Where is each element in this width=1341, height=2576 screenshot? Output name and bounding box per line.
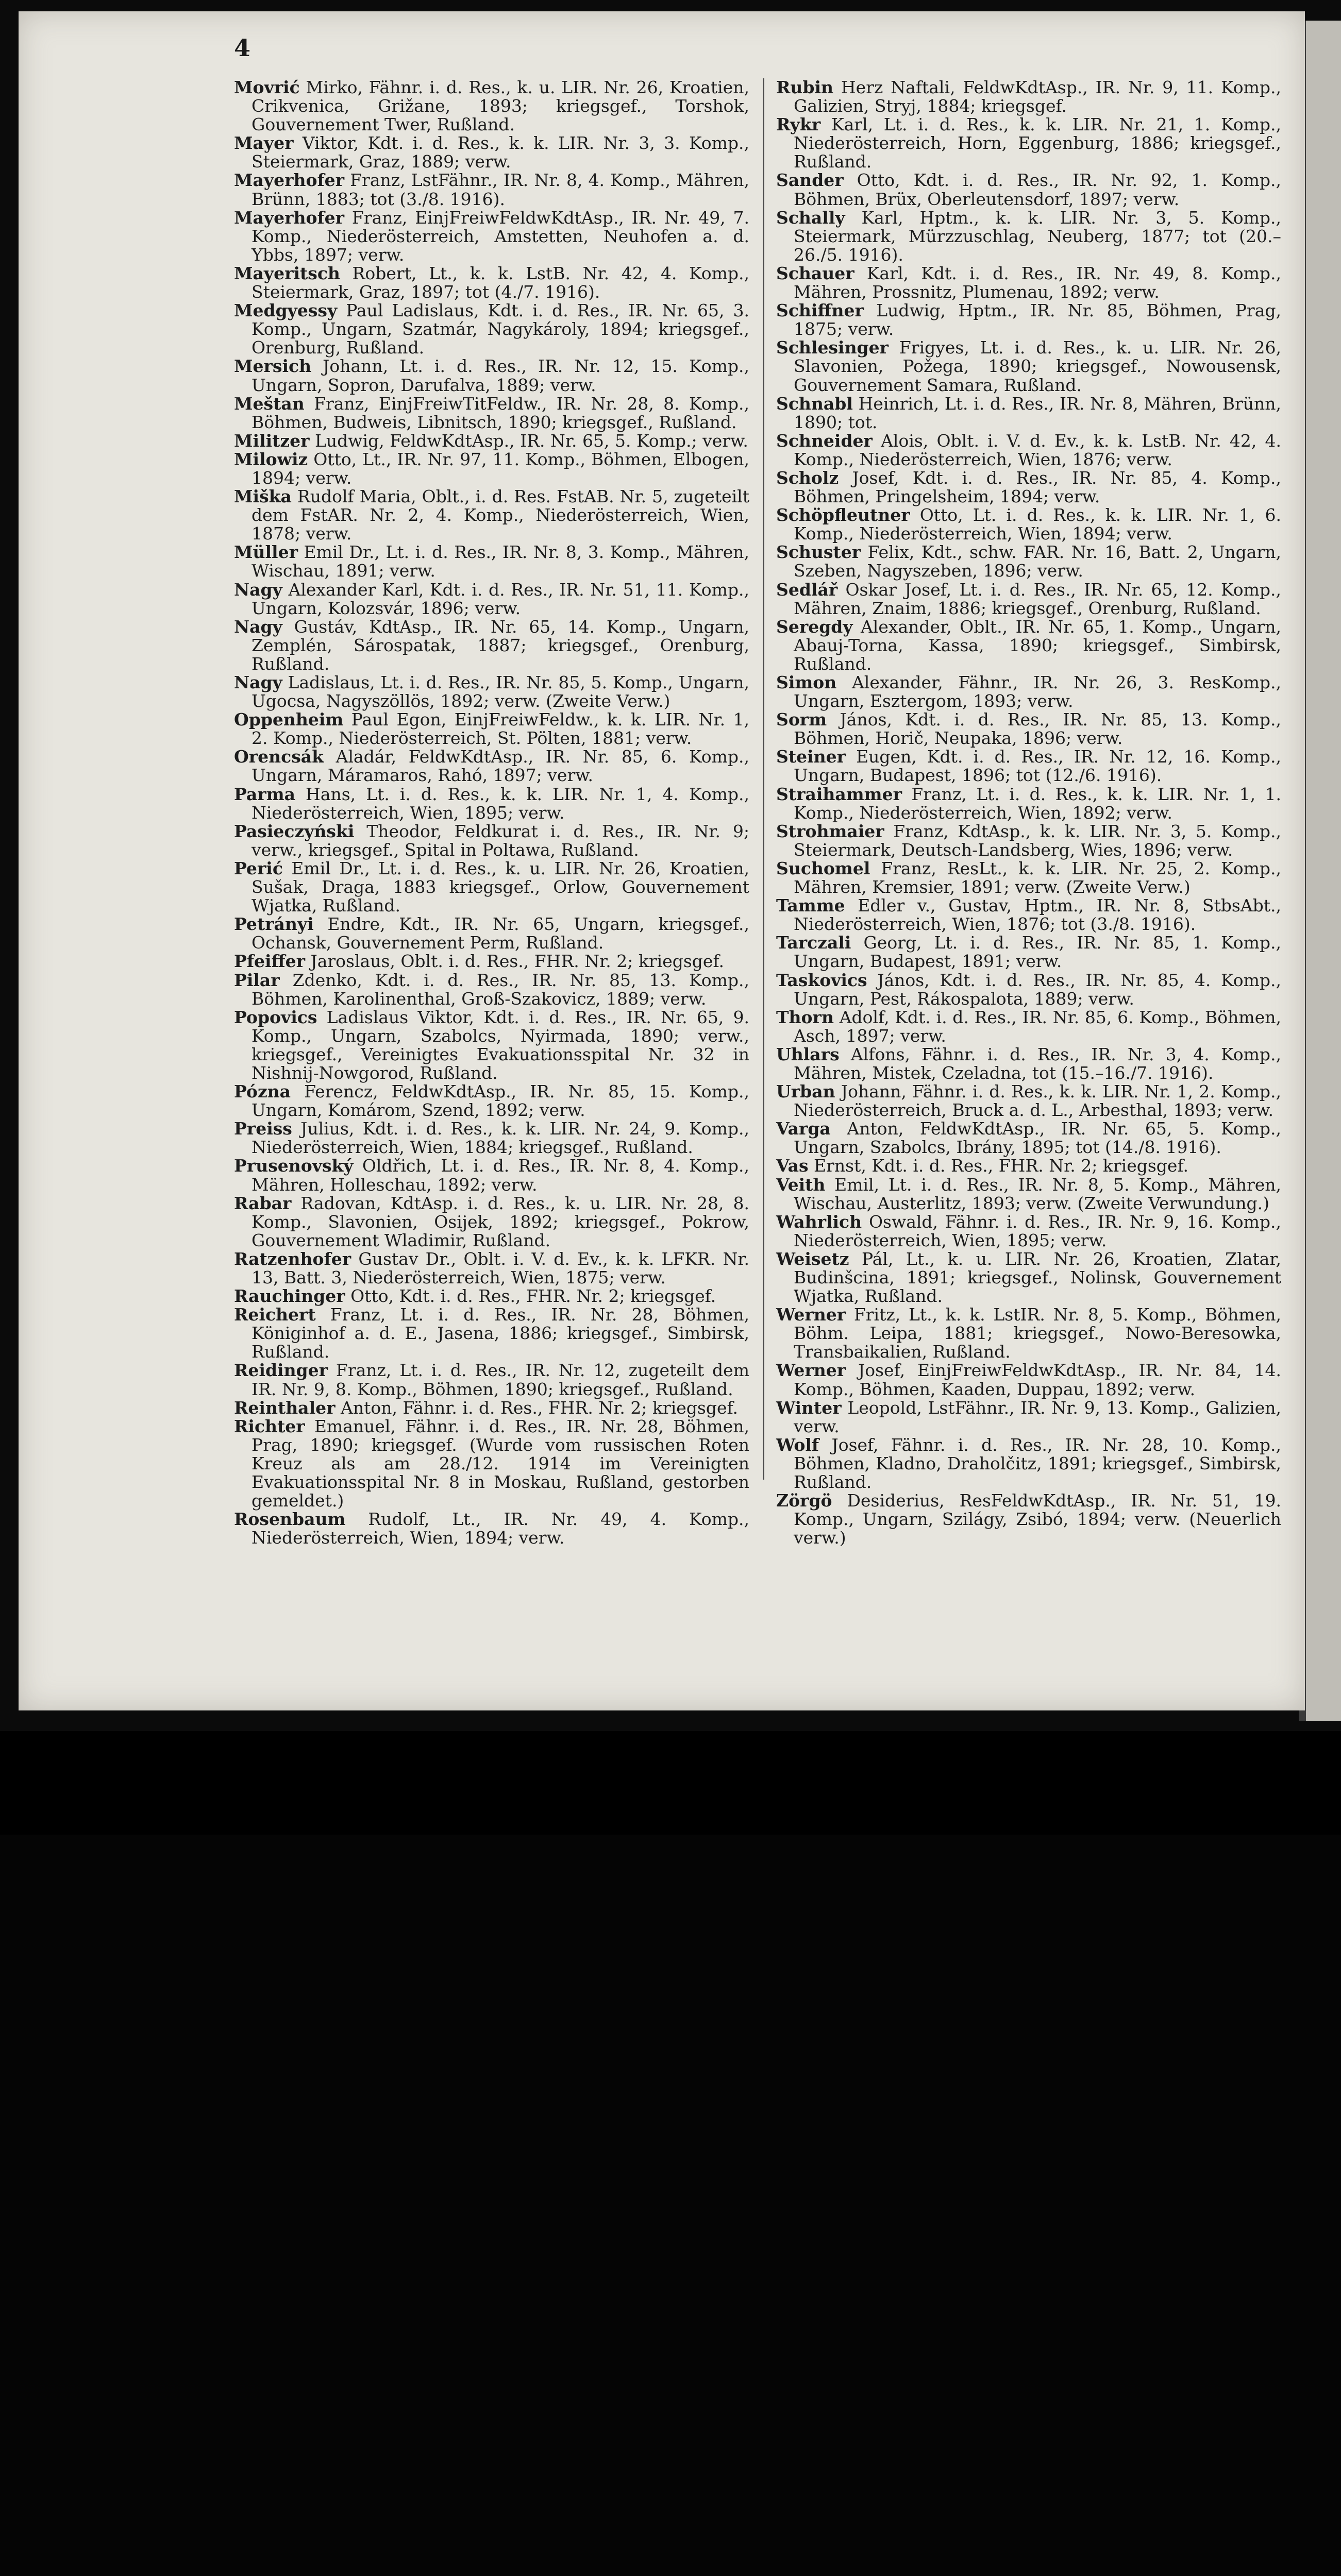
entry-details: Herz Naftali, FeldwKdtAsp., IR. Nr. 9, 11. Komp., Galizien, Stryj, 1884; kriegsgef. (794, 77, 1281, 116)
entry-details: Karl, Hptm., k. k. LIR. Nr. 3, 5. Komp., Steiermark, Mürzzuschlag, Neuberg, 1877; tot (20.–26./5. 1916). (794, 207, 1281, 265)
entry-surname: Urban (776, 1081, 835, 1102)
entry-details: Leopold, LstFähnr., IR. Nr. 9, 13. Komp., Galizien, verw. (794, 1397, 1281, 1436)
entry-surname: Prusenovský (234, 1156, 354, 1176)
entry-surname: Schlesinger (776, 337, 889, 358)
entry-surname: Sedlář (776, 579, 838, 600)
entry-surname: Wolf (776, 1434, 819, 1455)
roster-entry (776, 1120, 1281, 1157)
roster-entry (234, 971, 749, 1008)
column-divider (763, 78, 764, 1480)
entry-surname: Seregdy (776, 616, 853, 637)
roster-entry (234, 209, 749, 264)
roster-entry (234, 450, 749, 487)
entry-details: Emanuel, Fähnr. i. d. Res., IR. Nr. 28, Böhmen, Prag, 1890; kriegsgef. (Wurde vom russischen Roten Kreuz als am 28./12. 1914 im Vereinigten Evakuationsspital Nr. 8 in Moskau, Rußland, gestorben gemeldet.) (252, 1416, 749, 1511)
roster-entry (234, 301, 749, 357)
entry-details: Otto, Kdt. i. d. Res., FHR. Nr. 2; kriegsgef. (345, 1286, 716, 1307)
entry-surname: Schiffner (776, 300, 864, 321)
roster-entry (234, 859, 749, 915)
entry-surname: Vas (776, 1156, 809, 1176)
entry-details: Eugen, Kdt. i. d. Res., IR. Nr. 12, 16. Komp., Ungarn, Budapest, 1896; tot (12./6. 1916). (794, 747, 1281, 786)
roster-entry (234, 1082, 749, 1120)
entry-surname: Meštan (234, 393, 305, 414)
entry-surname: Reidinger (234, 1360, 328, 1381)
roster-entry (776, 469, 1281, 506)
entry-surname: Nagy (234, 672, 282, 692)
roster-entry (776, 710, 1281, 748)
entry-details: Anton, Fähnr. i. d. Res., FHR. Nr. 2; kriegsgef. (335, 1397, 739, 1418)
entry-details: Alois, Oblt. i. V. d. Ev., k. k. LstB. Nr. 42, 4. Komp., Niederösterreich, Wien, 1876; verw. (794, 430, 1281, 469)
entry-details: János, Kdt. i. d. Res., IR. Nr. 85, 13. Komp., Böhmen, Horič, Neupaka, 1896; verw. (794, 709, 1281, 749)
entry-details: Franz, Lt. i. d. Res., IR. Nr. 12, zugeteilt dem IR. Nr. 9, 8. Komp., Böhmen, 1890; kriegsgef., Rußland. (252, 1360, 749, 1399)
entry-surname: Nagy (234, 579, 282, 600)
roster-entry (776, 618, 1281, 673)
roster-entry (776, 1250, 1281, 1306)
entry-details: Franz, ResLt., k. k. LIR. Nr. 25, 2. Komp., Mähren, Kremsier, 1891; verw. (Zweite Verw.) (794, 858, 1281, 897)
roster-entry (776, 432, 1281, 469)
entry-details: Pál, Lt., k. u. LIR. Nr. 26, Kroatien, Zlatar, Budinšcina, 1891; kriegsgef., Nolinsk, Gouvernement Wjatka, Rußland. (794, 1248, 1281, 1307)
entry-surname: Werner (776, 1304, 846, 1325)
entry-details: Jaroslaus, Oblt. i. d. Res., FHR. Nr. 2; kriegsgef. (305, 951, 724, 972)
entry-details: Edler v., Gustav, Hptm., IR. Nr. 8, StbsAbt., Niederösterreich, Wien, 1876; tot (3./8. 1916). (794, 895, 1281, 935)
entry-surname: Schnabl (776, 393, 853, 414)
roster-entry (234, 1417, 749, 1510)
entry-surname: Ratzenhofer (234, 1248, 351, 1269)
roster-entry (234, 710, 749, 748)
roster-entry (234, 395, 749, 432)
roster-entry (234, 357, 749, 394)
entry-details: Frigyes, Lt. i. d. Res., k. u. LIR. Nr. 26, Slavonien, Požega, 1890; kriegsgef., Nowousensk, Gouvernement Samara, Rußland. (794, 337, 1281, 395)
roster-entry (776, 543, 1281, 580)
entry-surname: Uhlars (776, 1044, 840, 1064)
roster-entry (776, 171, 1281, 208)
entry-surname: Parma (234, 784, 295, 804)
entry-details: Gustáv, KdtAsp., IR. Nr. 65, 14. Komp., Ungarn, Zemplén, Sárospatak, 1887; kriegsgef., Orenburg, Rußland. (252, 616, 749, 674)
roster-entry (776, 822, 1281, 859)
roster-entry (234, 1194, 749, 1250)
entry-surname: Reinthaler (234, 1397, 336, 1418)
roster-entry (234, 748, 749, 785)
roster-entry (234, 673, 749, 710)
roster-entry (234, 1287, 749, 1306)
roster-entry (776, 581, 1281, 618)
entry-details: Alexander Karl, Kdt. i. d. Res., IR. Nr. 51, 11. Komp., Ungarn, Kolozsvár, 1896; verw. (252, 579, 749, 618)
entry-details: Zdenko, Kdt. i. d. Res., IR. Nr. 85, 13. Komp., Böhmen, Karolinenthal, Groß-Szakovicz, 1889; verw. (252, 970, 749, 1009)
entry-details: Gustav Dr., Oblt. i. V. d. Ev., k. k. LFKR. Nr. 13, Batt. 3, Niederösterreich, Wien, 1875; verw. (252, 1248, 749, 1287)
entry-details: Emil Dr., Lt. i. d. Res., k. u. LIR. Nr. 26, Kroatien, Sušak, Draga, 1883 kriegsgef., Orlow, Gouvernement Wjatka, Rußland. (252, 858, 749, 916)
roster-entry (234, 78, 749, 134)
entry-surname: Rosenbaum (234, 1509, 346, 1530)
entry-details: Georg, Lt. i. d. Res., IR. Nr. 85, 1. Komp., Ungarn, Budapest, 1891; verw. (794, 933, 1281, 972)
entry-surname: Rauchinger (234, 1286, 345, 1307)
roster-entry (776, 506, 1281, 543)
entry-surname: Mayerhofer (234, 170, 345, 191)
viewer-footer (0, 1731, 1341, 1835)
entry-surname: Rykr (776, 114, 821, 135)
entry-details: Oldřich, Lt. i. d. Res., IR. Nr. 8, 4. Komp., Mähren, Holleschau, 1892; verw. (252, 1156, 749, 1195)
entry-surname: Weisetz (776, 1248, 849, 1269)
roster-entry (234, 618, 749, 673)
roster-entry (234, 1250, 749, 1287)
roster-entry (234, 543, 749, 580)
entry-surname: Wahrlich (776, 1211, 862, 1232)
entry-details: Ladislaus, Lt. i. d. Res., IR. Nr. 85, 5. Komp., Ungarn, Ugocsa, Nagyszöllös, 1892; verw. (Zweite Verw.) (252, 672, 749, 711)
entry-surname: Mayer (234, 133, 294, 154)
entry-details: Alexander, Oblt., IR. Nr. 65, 1. Komp., Ungarn, Abauj-Torna, Kassa, 1890; kriegsgef., Simbirsk, Rußland. (794, 616, 1281, 674)
entry-details: Josef, Fähnr. i. d. Res., IR. Nr. 28, 10. Komp., Böhmen, Kladno, Draholčitz, 1891; kriegsgef., Simbirsk, Rußland. (794, 1434, 1281, 1493)
roster-entry (776, 748, 1281, 785)
entry-details: Ferencz, FeldwKdtAsp., IR. Nr. 85, 15. Komp., Ungarn, Komárom, Szend, 1892; verw. (252, 1081, 749, 1121)
roster-entry (234, 1157, 749, 1194)
entry-details: Rudolf, Lt., IR. Nr. 49, 4. Komp., Niederösterreich, Wien, 1894; verw. (252, 1509, 749, 1548)
entry-surname: Scholz (776, 467, 839, 488)
roster-entry (234, 581, 749, 618)
scanned-page (19, 11, 1305, 1710)
left-column (234, 78, 749, 1547)
entry-details: Ludwig, Hptm., IR. Nr. 85, Böhmen, Prag, 1875; verw. (794, 300, 1281, 340)
entry-details: Oskar Josef, Lt. i. d. Res., IR. Nr. 65, 12. Komp., Mähren, Znaim, 1886; kriegsgef., Orenburg, Rußland. (794, 579, 1281, 618)
entry-surname: Werner (776, 1360, 846, 1381)
entry-surname: Medgyessy (234, 300, 338, 321)
entry-surname: Zörgö (776, 1490, 832, 1511)
roster-entry (776, 1399, 1281, 1436)
roster-entry (234, 1361, 749, 1398)
roster-entry (776, 1045, 1281, 1082)
roster-entry (234, 1008, 749, 1082)
entry-surname: Winter (776, 1397, 842, 1418)
roster-entry (776, 209, 1281, 264)
entry-surname: Sorm (776, 709, 827, 730)
entry-details: Aladár, FeldwKdtAsp., IR. Nr. 85, 6. Komp., Ungarn, Máramaros, Rahó, 1897; verw. (252, 747, 749, 786)
entry-surname: Oppenheim (234, 709, 344, 730)
roster-entry (776, 115, 1281, 171)
roster-entry (776, 1492, 1281, 1547)
roster-entry (234, 1399, 749, 1417)
entry-details: Robert, Lt., k. k. LstB. Nr. 42, 4. Komp., Steiermark, Graz, 1897; tot (4./7. 1916). (252, 263, 749, 302)
entry-details: Fritz, Lt., k. k. LstIR. Nr. 8, 5. Komp., Böhmen, Böhm. Leipa, 1881; kriegsgef., Nowo-Beresowka, Transbaikalien, Rußland. (794, 1304, 1281, 1362)
entry-surname: Varga (776, 1118, 831, 1139)
roster-entry (776, 395, 1281, 432)
next-page-edge (1299, 21, 1341, 1721)
entry-details: Rudolf Maria, Oblt., i. d. Res. FstAB. Nr. 5, zugeteilt dem FstAR. Nr. 2, 4. Komp., Niederösterreich, Wien, 1878; verw. (252, 486, 749, 544)
roster-entry (776, 1082, 1281, 1120)
entry-surname: Movrić (234, 77, 300, 97)
entry-surname: Petrányi (234, 914, 314, 935)
roster-entry (776, 1213, 1281, 1250)
page-number: 4 (234, 34, 251, 62)
entry-surname: Thorn (776, 1007, 834, 1027)
entry-details: Alfons, Fähnr. i. d. Res., IR. Nr. 3, 4. Komp., Mähren, Mistek, Czeladna, tot (15.–16./7. 1916). (794, 1044, 1281, 1083)
roster-entry (234, 1120, 749, 1157)
entry-surname: Müller (234, 542, 298, 563)
entry-details: Hans, Lt. i. d. Res., k. k. LIR. Nr. 1, 4. Komp., Niederösterreich, Wien, 1895; verw. (252, 784, 749, 823)
roster-entry (234, 264, 749, 301)
roster-entry (776, 1157, 1281, 1175)
entry-surname: Rubin (776, 77, 834, 97)
entry-surname: Veith (776, 1174, 826, 1195)
roster-entry (234, 822, 749, 859)
entry-surname: Mayerhofer (234, 207, 345, 228)
entry-details: Heinrich, Lt. i. d. Res., IR. Nr. 8, Mähren, Brünn, 1890; tot. (794, 393, 1281, 432)
entry-surname: Pilar (234, 970, 280, 990)
entry-surname: Pózna (234, 1081, 291, 1102)
roster-entry (234, 1306, 749, 1361)
entry-details: Endre, Kdt., IR. Nr. 65, Ungarn, kriegsgef., Ochansk, Gouvernement Perm, Rußland. (252, 914, 749, 953)
roster-entry (776, 934, 1281, 971)
entry-details: Oswald, Fähnr. i. d. Res., IR. Nr. 9, 16. Komp., Niederösterreich, Wien, 1895; verw. (794, 1211, 1281, 1250)
roster-entry (776, 785, 1281, 822)
entry-details: Radovan, KdtAsp. i. d. Res., k. u. LIR. Nr. 28, 8. Komp., Slavonien, Osijek, 1892; kriegsgef., Pokrow, Gouvernement Wladimir, Rußland. (252, 1193, 749, 1250)
roster-entry (776, 971, 1281, 1008)
entry-details: Paul Ladislaus, Kdt. i. d. Res., IR. Nr. 65, 3. Komp., Ungarn, Szatmár, Nagykároly, 1894; kriegsgef., Orenburg, Rußland. (252, 300, 749, 358)
entry-details: Julius, Kdt. i. d. Res., k. k. LIR. Nr. 24, 9. Komp., Niederösterreich, Wien, 1884; kriegsgef., Rußland. (252, 1118, 749, 1158)
entry-details: Emil Dr., Lt. i. d. Res., IR. Nr. 8, 3. Komp., Mähren, Wischau, 1891; verw. (252, 542, 749, 581)
entry-surname: Milowiz (234, 449, 308, 469)
entry-details: Franz, EinjFreiwFeldwKdtAsp., IR. Nr. 49, 7. Komp., Niederösterreich, Amstetten, Neuhofen a. d. Ybbs, 1897; verw. (252, 207, 749, 265)
entry-surname: Militzer (234, 430, 310, 451)
entry-details: Franz, LstFähnr., IR. Nr. 8, 4. Komp., Mähren, Brünn, 1883; tot (3./8. 1916). (252, 170, 749, 209)
entry-surname: Taskovics (776, 970, 867, 990)
entry-details: Desiderius, ResFeldwKdtAsp., IR. Nr. 51, 19. Komp., Ungarn, Szilágy, Zsibó, 1894; verw. (Neuerlich verw.) (794, 1490, 1281, 1548)
entry-surname: Tarczali (776, 933, 851, 953)
roster-entry (776, 1176, 1281, 1213)
entry-surname: Mersich (234, 356, 312, 377)
right-column (776, 78, 1281, 1547)
entry-surname: Miška (234, 486, 292, 507)
entry-details: Anton, FeldwKdtAsp., IR. Nr. 65, 5. Komp., Ungarn, Szabolcs, Ibrány, 1895; tot (14./8. 1916). (794, 1118, 1281, 1158)
entry-details: Karl, Lt. i. d. Res., k. k. LIR. Nr. 21, 1. Komp., Niederösterreich, Horn, Eggenburg, 1886; kriegsgef., Rußland. (794, 114, 1281, 172)
entry-details: Paul Egon, EinjFreiwFeldw., k. k. LIR. Nr. 1, 2. Komp., Niederösterreich, St. Pölten, 1881; verw. (252, 709, 749, 749)
entry-details: Felix, Kdt., schw. FAR. Nr. 16, Batt. 2, Ungarn, Szeben, Nagyszeben, 1896; verw. (794, 542, 1281, 581)
roster-entry (776, 301, 1281, 338)
entry-details: Otto, Lt., IR. Nr. 97, 11. Komp., Böhmen, Elbogen, 1894; verw. (252, 449, 749, 488)
entry-surname: Schneider (776, 430, 873, 451)
entry-surname: Schuster (776, 542, 861, 563)
entry-details: Viktor, Kdt. i. d. Res., k. k. LIR. Nr. 3, 3. Komp., Steiermark, Graz, 1889; verw. (252, 133, 749, 172)
roster-entry (776, 1306, 1281, 1361)
entry-details: Adolf, Kdt. i. d. Res., IR. Nr. 85, 6. Komp., Böhmen, Asch, 1897; verw. (794, 1007, 1281, 1046)
entry-surname: Pfeiffer (234, 951, 306, 972)
roster-entry (234, 952, 749, 971)
entry-surname: Strohmaier (776, 821, 884, 841)
roster-entry (776, 1008, 1281, 1045)
entry-details: Karl, Kdt. i. d. Res., IR. Nr. 49, 8. Komp., Mähren, Prossnitz, Plumenau, 1892; verw. (794, 263, 1281, 302)
entry-details: Johann, Fähnr. i. d. Res., k. k. LIR. Nr. 1, 2. Komp., Niederösterreich, Bruck a. d. L., Arbesthal, 1893; verw. (794, 1081, 1281, 1121)
entry-details: János, Kdt. i. d. Res., IR. Nr. 85, 4. Komp., Ungarn, Pest, Rákospalota, 1889; verw. (794, 970, 1281, 1009)
entry-details: Franz, KdtAsp., k. k. LIR. Nr. 3, 5. Komp., Steiermark, Deutsch-Landsberg, Wies, 1896; verw. (794, 821, 1281, 860)
entry-surname: Schauer (776, 263, 854, 283)
entry-details: Franz, Lt. i. d. Res., k. k. LIR. Nr. 1, 1. Komp., Niederösterreich, Wien, 1892; verw. (794, 784, 1281, 823)
entry-details: Theodor, Feldkurat i. d. Res., IR. Nr. 9; verw., kriegsgef., Spital in Poltawa, Rußland. (252, 821, 749, 860)
roster-entry (776, 896, 1281, 934)
entry-surname: Perić (234, 858, 283, 878)
entry-surname: Sander (776, 170, 844, 191)
entry-surname: Steiner (776, 747, 846, 767)
entry-surname: Tamme (776, 895, 845, 916)
roster-entry (776, 264, 1281, 301)
entry-surname: Preiss (234, 1118, 292, 1139)
entry-surname: Suchomel (776, 858, 870, 878)
entry-details: Johann, Lt. i. d. Res., IR. Nr. 12, 15. Komp., Ungarn, Sopron, Darufalva, 1889; verw. (252, 356, 749, 395)
entry-details: Franz, Lt. i. d. Res., IR. Nr. 28, Böhmen, Königinhof a. d. E., Jasena, 1886; kriegsgef., Simbirsk, Rußland. (252, 1304, 749, 1362)
roster-entry (234, 487, 749, 543)
entry-surname: Popovics (234, 1007, 317, 1027)
roster-entry (776, 859, 1281, 896)
roster-entry (776, 1361, 1281, 1398)
entry-surname: Nagy (234, 616, 282, 637)
roster-entry (234, 171, 749, 208)
entry-details: Josef, EinjFreiwFeldwKdtAsp., IR. Nr. 84, 14. Komp., Böhmen, Kaaden, Duppau, 1892; verw. (794, 1360, 1281, 1399)
entry-details: Mirko, Fähnr. i. d. Res., k. u. LIR. Nr. 26, Kroatien, Crikvenica, Grižane, 1893; kriegsgef., Torshok, Gouvernement Twer, Rußland. (252, 77, 749, 135)
entry-surname: Schally (776, 207, 845, 228)
entry-surname: Schöpfleutner (776, 505, 910, 526)
entry-surname: Rabar (234, 1193, 292, 1213)
roster-entry (234, 134, 749, 171)
entry-surname: Pasieczyński (234, 821, 355, 841)
entry-surname: Reichert (234, 1304, 316, 1325)
entry-details: Franz, EinjFreiwTitFeldw., IR. Nr. 28, 8. Komp., Böhmen, Budweis, Libnitsch, 1890; kriegsgef., Rußland. (252, 393, 749, 432)
entry-details: Ludwig, FeldwKdtAsp., IR. Nr. 65, 5. Komp.; verw. (309, 430, 748, 451)
entry-surname: Straihammer (776, 784, 902, 804)
roster-entry (776, 673, 1281, 710)
entry-surname: Simon (776, 672, 837, 692)
entry-details: Ladislaus Viktor, Kdt. i. d. Res., IR. Nr. 65, 9. Komp., Ungarn, Szabolcs, Nyirmada, 1890; verw., kriegsgef., Vereinigtes Evakuationsspital Nr. 32 in Nishnij-Nowgorod, Rußland. (252, 1007, 749, 1083)
roster-entry (776, 338, 1281, 394)
entry-details: Josef, Kdt. i. d. Res., IR. Nr. 85, 4. Komp., Böhmen, Pringelsheim, 1894; verw. (794, 467, 1281, 507)
entry-details: Otto, Lt. i. d. Res., k. k. LIR. Nr. 1, 6. Komp., Niederösterreich, Wien, 1894; verw. (794, 505, 1281, 544)
roster-entry (234, 432, 749, 450)
entry-surname: Richter (234, 1416, 305, 1436)
entry-details: Alexander, Fähnr., IR. Nr. 26, 3. ResKomp., Ungarn, Esztergom, 1893; verw. (794, 672, 1281, 711)
roster-entry (776, 1436, 1281, 1492)
entry-surname: Orencsák (234, 747, 324, 767)
entry-surname: Mayeritsch (234, 263, 340, 283)
entry-details: Emil, Lt. i. d. Res., IR. Nr. 8, 5. Komp., Mähren, Wischau, Austerlitz, 1893; verw. (Zweite Verwundung.) (794, 1174, 1281, 1213)
roster-entry (776, 78, 1281, 115)
roster-entry (234, 785, 749, 822)
roster-entry (234, 915, 749, 952)
entry-details: Ernst, Kdt. i. d. Res., FHR. Nr. 2; kriegsgef. (808, 1156, 1188, 1176)
roster-entry (234, 1510, 749, 1547)
entry-details: Otto, Kdt. i. d. Res., IR. Nr. 92, 1. Komp., Böhmen, Brüx, Oberleutensdorf, 1897; verw. (794, 170, 1281, 209)
